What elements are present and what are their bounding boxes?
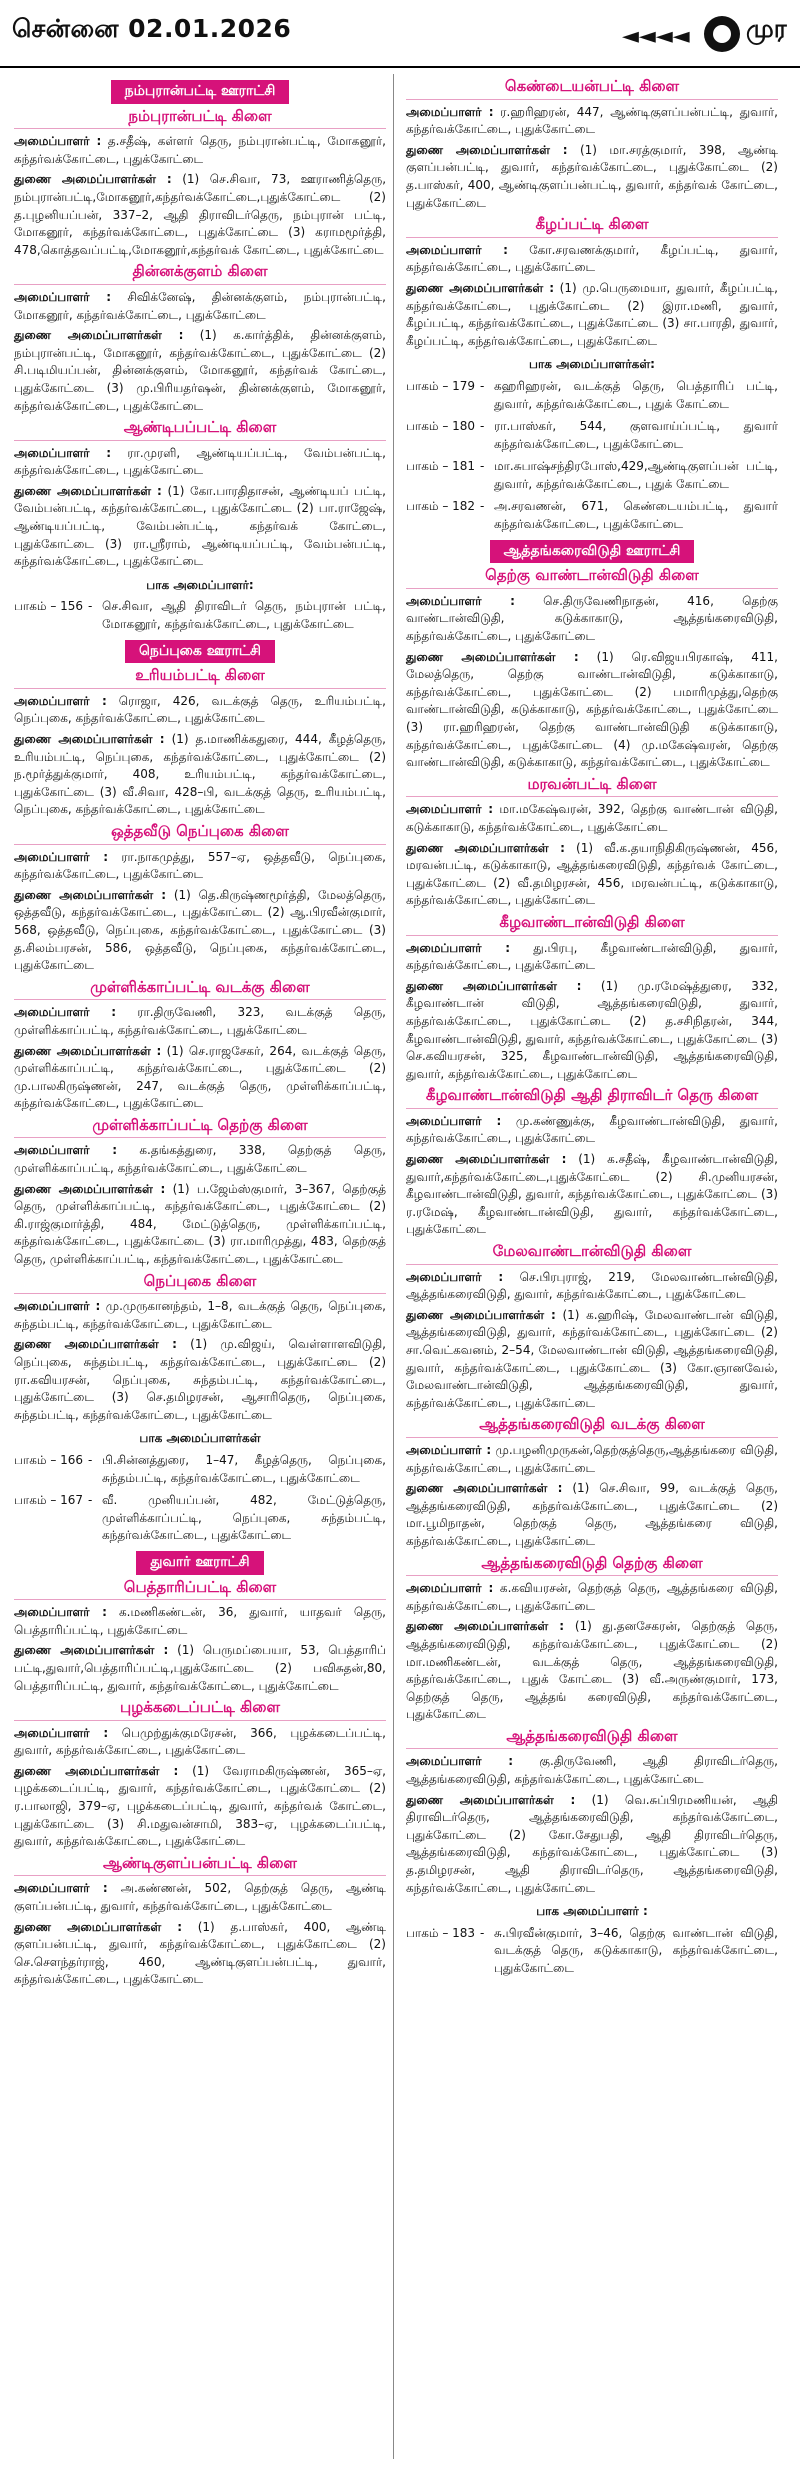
officer-details: (1) செ.சிவா, 99, வடக்குத் தெரு, ஆத்தங்கரைவிடுதி, கந்தர்வக்கோட்டை, புதுக்கோட்டை (2) மா.பூமிநாதன், தெற்குத் தெரு, ஆத்தங்கரை விடுதி, கந்தர்வக்கோட்டை, புதுக்கோட்டை (406, 1481, 778, 1548)
branch-heading: உரியம்பட்டி கிளை (135, 666, 265, 685)
officer-details: கு.திருவேணி, ஆதி திராவிடர்தெரு, ஆத்தங்கரைவிடுதி, கந்தர்வக்கோட்டை, புதுக்கோட்டை (406, 1754, 778, 1787)
officer-details: (1) செ.சிவா, 73, ஊராணித்தெரு, நம்புரான்பட்டி,மோகனூர்,கந்தர்வக்கோட்டை,புதுக்கோட்டை (2) த.புழனியப்பன், 337–2, ஆதி திராவிடர்தெரு, நம்புரான் பட்டி, மோகனூர், கந்தர்வக்கோட்டை, புதுக்கோட்டை (3) கராமமூர்த்தி, 478,கொத்தவப்பட்டி,மோகனூர்,கந்தர்வக் கோட்டை, புதுக்கோட்டை (14, 172, 387, 257)
officer-entry (406, 1442, 778, 1477)
ward-row (406, 418, 778, 453)
officer-entry (14, 171, 386, 259)
officer-entry (14, 1642, 386, 1695)
officer-details: செ.திருவேணிநாதன், 416, தெற்கு வாண்டான்விடுதி, கடுக்காகாடு, ஆத்தங்கரைவிடுதி, கந்தர்வக்கோட்டை, புதுக்கோட்டை (406, 593, 778, 644)
officer-details: (1) பெருமப்பையா, 53, பெத்தாரிப் பட்டி,துவார்,பெத்தாரிப்பட்டி,புதுக்கோட்டை (2) பவிசுதன்,80, பெத்தாரிப்பட்டி, துவார், கந்தர்வக்கோட்டை, புதுக்கோட்டை (14, 1643, 387, 1693)
role-label: அமைப்பாளர் : (406, 1581, 494, 1596)
left-column (14, 74, 386, 1992)
branch-heading: தெற்கு வாண்டான்விடுதி கிளை (485, 566, 699, 585)
ward-organiser: கஹரிஹரன், வடக்குத் தெரு, பெத்தாரிப் பட்டி, துவார், கந்தர்வக்கோட்டை, புதுக் கோட்டை (494, 378, 778, 411)
branch-heading: ஆத்தங்கரைவிடுதி கிளை (506, 1726, 678, 1745)
role-label: அமைப்பாளர் : (14, 1725, 109, 1740)
ward-organiser: சு.பிரவீன்குமார், 3–46, தெற்கு வாண்டான் விடுதி, வடக்குத் தெரு, கடுக்காகாடு, கந்தர்வக்கோட்டை, புதுக்கோட்டை (494, 1925, 778, 1975)
officer-entry (406, 142, 778, 212)
heading-rule (406, 237, 778, 238)
officer-details: (1) மு.விஜய், வெள்ளாளவிடுதி, நெப்புகை, சுந்தம்பட்டி, கந்தர்வக்கோட்டை, புதுக்கோட்டை (2) ரா.கவியரசன், நெப்புகை, சுந்தம்பட்டி, கந்தர்வக்கோட்டை, புதுக்கோட்டை (3) செ.தமிழரசன், ஆசாரிதெரு, நெப்புகை, சுந்தம்பட்டி, கந்தர்வக்கோட்டை, புதுக்கோட்டை (14, 1337, 386, 1422)
role-label: அமைப்பாளர் : (14, 1881, 108, 1896)
role-label: துணை அமைப்பாளர்கள் : (406, 649, 579, 664)
panchayat-banner: நம்புரான்பட்டி ஊராட்சி (111, 80, 290, 104)
officer-details: க.கவியரசன், தெற்குத் தெரு, ஆத்தங்கரை விடுதி, கந்தர்வக்கோட்டை, புதுக்கோட்டை (406, 1581, 778, 1613)
branch-heading: தின்னக்குளம் கிளை (132, 262, 268, 281)
officer-entry (14, 289, 386, 324)
officer-entry (406, 801, 778, 836)
ward-number: பாகம் – 166 (14, 1452, 84, 1467)
officer-details: ரொஜா, 426, வடக்குத் தெரு, உரியம்பட்டி, நெப்புகை, கந்தர்வக்கோட்டை, புதுக்கோட்டை (14, 693, 386, 726)
ward-number: பாகம் – 179 (406, 378, 476, 393)
officer-entry (14, 1142, 386, 1177)
separator: - (480, 1925, 485, 1940)
ward-number: பாகம் – 182 (406, 499, 476, 514)
heading-rule (14, 440, 386, 441)
section-subheading: பாக அமைப்பாளர் : (536, 1904, 648, 1919)
heading-rule (406, 99, 778, 100)
heading-rule (406, 1748, 778, 1749)
branch-heading: நம்புரான்பட்டி கிளை (128, 106, 272, 125)
officer-entry (406, 1269, 778, 1304)
role-label: துணை அமைப்பாளர்கள் : (14, 732, 165, 746)
separator: - (88, 599, 93, 614)
officer-details: (1) வேராமகிருஷ்ணன், 365–ஏ, புழக்கடைப்பட்டி, துவார், கந்தர்வக்கோட்டை, புதுக்கோட்டை (2) ர.பாலாஜி, 379–ஏ, புழக்கடைப்பட்டி, துவார், கந்தர்வக் கோட்டை, புதுக்கோட்டை (3) சி.மதுவன்சாமி, 383–ஏ, புழக்கடைப்பட்டி, துவார், கந்தர்வக்கோட்டை, புதுக்கோட்டை (14, 1763, 386, 1849)
officer-details: (1) வெ.சுப்பிரமணியன், ஆதி திராவிடர்தெரு, ஆத்தங்கரைவிடுதி, கந்தர்வக்கோட்டை, புதுக்கோட்டை (2) கோ.சேதுபதி, ஆதி திராவிடர்தெரு, ஆத்தங்கரைவிடுதி, கந்தர்வக்கோட்டை, புதுக்கோட்டை (3) த.தமிழரசன், ஆதி திராவிடர்தெரு, ஆத்தங்கரைவிடுதி, கந்தர்வக்கோட்டை, புதுக்கோட்டை (406, 1792, 778, 1895)
officer-entry (14, 1336, 386, 1424)
officer-entry (406, 649, 778, 772)
officer-details: க.தங்கத்துரை, 338, தெற்குத் தெரு, முள்ளிக்காப்பட்டி, கந்தர்வக்கோட்டை, புதுக்கோட்டை (14, 1143, 386, 1176)
officer-entry (14, 1298, 386, 1333)
officer-entry (14, 1763, 386, 1851)
section-subheading: பாக அமைப்பாளர்: (146, 577, 254, 592)
ward-row (406, 498, 778, 533)
role-label: அமைப்பாளர் : (406, 104, 494, 119)
officer-entry (14, 1880, 386, 1915)
officer-details: (1) ப.ஜேம்ஸ்குமார், 3–367, தெற்குத் தெரு, முள்ளிக்காப்பட்டி, கந்தர்வக்கோட்டை, புதுக்கோட்டை (2) கி.ராஜ்குமார்த்தி, 484, மேட்டுத்தெரு, முள்ளிக்காப்பட்டி, கந்தர்வக்கோட்டை, புதுக்கோட்டை (3) ரா.மாரிமுத்து, 483, தெற்குத் தெரு, முள்ளிக்காப்பட்டி, கந்தர்வக்கோட்டை, புதுக்கோட்டை (14, 1181, 387, 1267)
ward-row (406, 458, 778, 493)
role-label: துணை அமைப்பாளர்கள் : (406, 1792, 576, 1807)
right-column (406, 74, 778, 1983)
officer-entry (406, 1480, 778, 1550)
branch-heading: ஆண்டிகுளப்பன்பட்டி கிளை (103, 1853, 297, 1872)
role-label: அமைப்பாளர் : (14, 849, 109, 864)
separator: - (480, 499, 485, 514)
ward-organiser: ரா.பாஸ்கர், 544, குளவாய்ப்பட்டி, துவார் கந்தர்வக்கோட்டை, புதுக்கோட்டை (494, 419, 778, 451)
panchayat-banner: துவார் ஊராட்சி (136, 1551, 263, 1575)
officer-details: (1) க.ஹரிஷ், மேலவாண்டான் விடுதி, ஆத்தங்கரைவிடுதி, துவார், கந்தர்வக்கோட்டை, புதுக்கோட்டை (2) சா.வெட்கவனம், 2–54, மேலவாண்டான் விடுதி, ஆத்தங்கரைவிடுதி, துவார், கந்தர்வக்கோட்டை, புதுக்கோட்டை (3) கோ.ஞானவேல், மேலவாண்டான்விடுதி, ஆத்தங்கரைவிடுதி, துவார், கந்தர்வக்கோட்டை, புதுக்கோட்டை (406, 1307, 778, 1410)
officer-entry (406, 280, 778, 350)
separator: - (480, 419, 485, 434)
section-subheading: பாக அமைப்பாளர்கள் (139, 1431, 261, 1446)
officer-entry (406, 978, 778, 1084)
role-label: அமைப்பாளர் : (14, 1005, 117, 1020)
heading-rule (14, 844, 386, 845)
branch-heading: ஆத்தங்கரைவிடுதி வடக்கு கிளை (479, 1415, 705, 1434)
role-label: அமைப்பாளர் : (14, 1605, 107, 1620)
branch-heading: புழக்கடைப்பட்டி கிளை (120, 1698, 280, 1717)
officer-entry (406, 940, 778, 975)
officer-details: (1) தெ.கிருஷ்ணமூர்த்தி, மேலத்தெரு, ஒத்தவீடு, கந்தர்வக்கோட்டை, புதுக்கோட்டை (2) ஆ.பிரவீன்குமார், 568, ஒத்தவீடு, நெப்புகை, கந்தர்வக்கோட்டை, புதுக்கோட்டை (3) த.சிலம்பரசன், 586, ஒத்தவீடு, நெப்புகை, கந்தர்வக்கோட்டை, புதுக்கோட்டை (14, 887, 386, 973)
heading-rule (406, 588, 778, 589)
role-label: துணை அமைப்பாளர்கள் : (406, 1307, 556, 1322)
officer-entry (14, 1181, 386, 1269)
ward-row (14, 598, 386, 633)
officer-details: சிவிக்னேஷ், தின்னக்குளம், நம்புரான்பட்டி, மோகனூர், கந்தர்வக்கோட்டை, புதுக்கோட்டை (14, 289, 386, 322)
role-label: துணை அமைப்பாளர்கள் : (14, 1919, 183, 1934)
ward-number: பாகம் – 181 (406, 459, 476, 474)
masthead (0, 0, 800, 68)
heading-rule (14, 1720, 386, 1721)
officer-entry (14, 327, 386, 415)
officer-details: (1) வீ.க.தயாநிதிகிருஷ்ணன், 456, மரவன்பட்டி, கடுக்காகாடு, ஆத்தங்கரைவிடுதி, கந்தர்வக் கோட்டை, புதுக்கோட்டை (2) வீ.தமிழரசன், 456, மரவன்பட்டி, கடுக்காகாடு, கந்தர்வக்கோட்டை, புதுக்கோட்டை (406, 840, 779, 908)
officer-details: க.மணிகண்டன், 36, துவார், யாதவர் தெரு, பெத்தாரிப்பட்டி, புதுக்கோட்டை (14, 1605, 386, 1637)
ward-organiser: அ.சரவணன், 671, கெண்டையம்பட்டி, துவார் கந்தர்வக்கோட்டை, புதுக்கோட்டை (494, 499, 778, 532)
role-label: துணை அமைப்பாளர்கள் : (14, 887, 167, 902)
officer-details: ர.ஹரிஹரன், 447, ஆண்டிகுளப்பன்பட்டி, துவார், கந்தர்வக்கோட்டை, புதுக்கோட்டை (406, 104, 778, 137)
officer-entry (14, 1043, 386, 1113)
officer-entry (14, 693, 386, 728)
role-label: துணை அமைப்பாளர்கள் : (14, 1043, 162, 1058)
branch-heading: முள்ளிக்காப்பட்டி தெற்கு கிளை (92, 1115, 308, 1134)
heading-rule (14, 1293, 386, 1294)
role-label: துணை அமைப்பாளர்கள் : (406, 142, 568, 157)
role-label: அமைப்பாளர் : (406, 1754, 514, 1769)
ward-number: பாகம் – 156 (14, 599, 84, 614)
officer-entry (406, 1792, 778, 1898)
heading-rule (14, 999, 386, 1000)
heading-rule (406, 935, 778, 936)
branch-heading: கீழவாண்டான்விடுதி கிளை (499, 912, 685, 931)
role-label: அமைப்பாளர் : (14, 693, 107, 708)
officer-details: (1) செ.ராஜசேகர், 264, வடக்குத் தெரு, முள்ளிக்காப்பட்டி, கந்தர்வக்கோட்டை, புதுக்கோட்டை (2) மு.பாலகிருஷ்ணன், 247, வடக்குத் தெரு, முள்ளிக்காப்பட்டி, கந்தர்வக்கோட்டை, புதுக்கோட்டை (14, 1043, 387, 1111)
role-label: அமைப்பாளர் : (406, 1269, 504, 1284)
officer-entry (406, 1307, 778, 1413)
separator: - (480, 378, 485, 393)
heading-rule (406, 796, 778, 797)
officer-details: மு.கண்ணுக்கு, கீழவாண்டான்விடுதி, துவார், கந்தர்வக்கோட்டை, புதுக்கோட்டை (406, 1113, 778, 1146)
officer-entry (14, 1004, 386, 1039)
officer-details: த.சதீஷ், கள்ளர் தெரு, நம்புரான்பட்டி, மோகனூர், கந்தர்வக்கோட்டை, புதுக்கோட்டை (14, 134, 386, 166)
branch-heading: நெப்புகை கிளை (143, 1271, 257, 1290)
ward-row (406, 1925, 778, 1978)
role-label: அமைப்பாளர் : (406, 1113, 502, 1128)
officer-details: ரா.முரளி, ஆண்டியப்பட்டி, வேம்பன்பட்டி, கந்தர்வக்கோட்டை, புதுக்கோட்டை (14, 445, 386, 478)
officer-details: து.பிரபு, கீழவாண்டான்விடுதி, துவார், கந்தர்வக்கோட்டை, புதுக்கோட்டை (406, 940, 778, 973)
panchayat-banner: நெப்புகை ஊராட்சி (125, 640, 275, 664)
officer-entry (406, 1618, 778, 1724)
officer-details: (1) மு.பெருமையா, துவார், கீழப்பட்டி, கந்தர்வக்கோட்டை, புதுக்கோட்டை (2) இரா.மணி, துவார், கீழப்பட்டி, கந்தர்வக்கோட்டை, புதுக்கோட்டை (3) சா.பாரதி, துவார், கீழப்பட்டி, கந்தர்வக்கோட்டை, புதுக்கோட்டை (406, 280, 778, 348)
role-label: துணை அமைப்பாளர்கள் : (406, 840, 565, 855)
heading-rule (406, 1437, 778, 1438)
officer-details: மு.பழனிமுருகன்,தெற்குத்தெரு,ஆத்தங்கரை விடுதி, கந்தர்வக்கோட்டை, புதுக்கோட்டை (406, 1442, 778, 1475)
role-label: அமைப்பாளர் : (406, 940, 511, 955)
role-label: துணை அமைப்பாளர்கள் : (14, 1181, 166, 1196)
heading-rule (14, 284, 386, 285)
officer-entry (406, 1753, 778, 1788)
heading-rule (406, 1108, 778, 1109)
section-subheading: பாக அமைப்பாளர்கள்: (529, 357, 655, 372)
officer-entry (14, 133, 386, 168)
officer-entry (406, 840, 778, 910)
ward-row (14, 1452, 386, 1487)
officer-entry (14, 1725, 386, 1760)
branch-heading: கீழப்பட்டி கிளை (535, 215, 649, 234)
officer-entry (406, 1580, 778, 1615)
officer-details: மு.முருகானந்தம், 1–8, வடக்குத் தெரு, நெப்புகை, சுந்தம்பட்டி, கந்தர்வக்கோட்டை, புதுக்கோட்டை (14, 1299, 386, 1331)
branch-heading: மேலவாண்டான்விடுதி கிளை (492, 1242, 692, 1261)
heading-rule (14, 1599, 386, 1600)
branch-heading: ஒத்தவீடு நெப்புகை கிளை (111, 821, 289, 840)
role-label: அமைப்பாளர் : (14, 445, 112, 460)
role-label: துணை அமைப்பாளர்கள் : (14, 1763, 179, 1778)
role-label: துணை அமைப்பாளர்கள் : (14, 328, 184, 343)
branch-heading: கீழவாண்டான்விடுதி ஆதி திராவிடர் தெரு கிளை (425, 1086, 759, 1105)
officer-entry (406, 242, 778, 277)
role-label: அமைப்பாளர் : (406, 593, 515, 608)
officer-entry (14, 887, 386, 975)
city-date: சென்னை 02.01.2026 (12, 14, 292, 43)
officer-details: கோ.சரவணக்குமார், கீழப்பட்டி, துவார், கந்தர்வக்கோட்டை, புதுக்கோட்டை (406, 242, 778, 275)
officer-entry (406, 593, 778, 646)
officer-details: (1) மா.சரத்குமார், 398, ஆண்டி குளப்பன்பட்டி, துவார், கந்தர்வக்கோட்டை, புதுக்கோட்டை (2) த.பாஸ்கர், 400, ஆண்டிகுளப்பன்பட்டி, துவார், கந்தர்வக் கோட்டை, புதுக்கோட்டை (406, 142, 778, 210)
officer-details: ரா.நாகமுத்து, 557–ஏ, ஒத்தவீடு, நெப்புகை, கந்தர்வக்கோட்டை, புதுக்கோட்டை (14, 849, 386, 882)
officer-entry (14, 445, 386, 480)
officer-entry (14, 849, 386, 884)
ward-organiser: பி.சின்னத்துரை, 1–47, கீழத்தெரு, நெப்புகை, சுந்தம்பட்டி, கந்தர்வக்கோட்டை, புதுக்கோட்டை (102, 1452, 386, 1485)
officer-entry (14, 1604, 386, 1639)
branch-heading: ஆண்டிபப்பட்டி கிளை (123, 418, 277, 437)
officer-details: (1) ரெ.விஜயபிரகாஷ், 411, மேலத்தெரு, தெற்கு வாண்டான்விடுதி, கடுக்காகாடு, கந்தர்வக்கோட்டை, புதுக்கோட்டை (2) பமாரிமுத்து,தெற்கு வாண்டான்விடுதி, கடுக்காகாடு, கந்தர்வக்கோட்டை, புதுக்கோட்டை (3) ரா.ஹரிஹரன், தெற்கு வாண்டான்விடுதி கடுக்காகாடு, கந்தர்வக்கோட்டை, புதுக்கோட்டை (4) மு.மகேஷ்வரன், தெற்கு வாண்டான்விடுதி, கடுக்காகாடு, கந்தர்வக்கோட்டை, புதுக்கோட்டை (406, 649, 778, 770)
heading-rule (14, 128, 386, 129)
separator: - (88, 1452, 93, 1467)
heading-rule (14, 1137, 386, 1138)
role-label: துணை அமைப்பாளர்கள் : (14, 1643, 169, 1658)
branch-heading: பெத்தாரிப்பட்டி கிளை (123, 1577, 277, 1596)
panchayat-banner: ஆத்தங்கரைவிடுதி ஊராட்சி (490, 540, 695, 564)
arrow-decoration: ◄◄◄◄ (622, 24, 690, 49)
officer-details: (1) த.மாணிக்கதுரை, 444, கீழத்தெரு, உரியம்பட்டி, நெப்புகை, கந்தர்வக்கோட்டை, புதுக்கோட்டை (2) ந.மூர்த்துக்குமார், 408, உரியம்பட்டி, கந்தர்வக்கோட்டை, புதுக்கோட்டை (3) வீ.சிவா, 428–பி, வடக்குத் தெரு, உரியம்பட்டி, நெப்புகை, கந்தர்வக்கோட்டை, புதுக்கோட்டை (14, 732, 386, 817)
elephant-logo-icon (704, 16, 740, 52)
officer-details: அ.கண்ணன், 502, தெற்குத் தெரு, ஆண்டி குளப்பன்பட்டி, துவார், கந்தர்வக்கோட்டை, புதுக்கோட்டை (14, 1881, 386, 1914)
heading-rule (406, 1575, 778, 1576)
officer-entry (406, 104, 778, 139)
ward-row (14, 1492, 386, 1545)
role-label: அமைப்பாளர் : (14, 1299, 101, 1314)
heading-rule (406, 1264, 778, 1265)
role-label: துணை அமைப்பாளர்கள் : (14, 1337, 177, 1352)
ward-organiser: வீ. முனியப்பன், 482, மேட்டுத்தெரு, முள்ளிக்காப்பட்டி, நெப்புகை, சுந்தம்பட்டி, கந்தர்வக்கோட்டை, புதுக்கோட்டை (102, 1493, 386, 1543)
role-label: அமைப்பாளர் : (14, 289, 112, 304)
ward-number: பாகம் – 180 (406, 419, 476, 434)
officer-details: ரா.திருவேணி, 323, வடக்குத் தெரு, முள்ளிக்காப்பட்டி, கந்தர்வக்கோட்டை, புதுக்கோட்டை (14, 1005, 386, 1037)
officer-entry (14, 1919, 386, 1989)
officer-details: மா.மகேஷ்வரன், 392, தெற்கு வாண்டான் விடுதி, கடுக்காகாடு, கந்தர்வக்கோட்டை, புதுக்கோட்டை (406, 802, 778, 834)
ward-number: பாகம் – 167 (14, 1493, 84, 1508)
ward-number: பாகம் – 183 (406, 1925, 476, 1940)
officer-entry (14, 731, 386, 819)
role-label: அமைப்பாளர் : (406, 802, 494, 817)
officer-details: (1) மு.ரமேஷ்த்துரை, 332, கீழவாண்டான் விடுதி, ஆத்தங்கரைவிடுதி, துவார், கந்தர்வக்கோட்டை, புதுக்கோட்டை (2) த.சசிநிதரன், 344, கீழவாண்டான்விடுதி, துவார், கந்தர்வக்கோட்டை, புதுக்கோட்டை (3) செ.கவியரசன், 325, கீழவாண்டான்விடுதி, ஆத்தங்கரைவிடுதி, துவார், கந்தர்வக்கோட்டை, புதுக்கோட்டை (406, 978, 778, 1081)
role-label: துணை அமைப்பாளர்கள் : (406, 1619, 565, 1634)
paper-name: முர (746, 14, 787, 43)
branch-heading: முள்ளிக்காப்பட்டி வடக்கு கிளை (90, 977, 310, 996)
role-label: அமைப்பாளர் : (406, 1442, 492, 1457)
role-label: துணை அமைப்பாளர்கள் : (14, 172, 172, 187)
role-label: அமைப்பாளர் : (14, 134, 102, 149)
ward-row (406, 378, 778, 413)
officer-entry (14, 483, 386, 571)
heading-rule (14, 1875, 386, 1876)
officer-entry (406, 1113, 778, 1148)
branch-heading: கெண்டையன்பட்டி கிளை (504, 77, 680, 95)
role-label: துணை அமைப்பாளர்கள் : (406, 1481, 563, 1496)
role-label: துணை அமைப்பாளர்கள் : (406, 978, 582, 993)
role-label: அமைப்பாளர் : (14, 1143, 118, 1158)
officer-details: (1) து.தனசேகரன், தெற்குத் தெரு, ஆத்தங்கரைவிடுதி, கந்தர்வக்கோட்டை, புதுக்கோட்டை (2) மா.மணிகண்டன், வடக்குத் தெரு, ஆத்தங்கரைவிடுதி, கந்தர்வக்கோட்டை, புதுக் கோட்டை (3) வீ.அருண்குமார், 173, தெற்குத் தெரு, ஆத்தங் கரைவிடுதி, கந்தர்வக்கோட்டை, புதுக்கோட்டை (406, 1619, 778, 1722)
ward-organiser: மா.சுபாஷ்சந்திரபோஸ்,429,ஆண்டிகுளப்பன் பட்டி, துவார், கந்தர்வக்கோட்டை, புதுக் கோட்டை (494, 459, 778, 491)
ward-organiser: செ.சிவா, ஆதி திராவிடர் தெரு, நம்புரான் பட்டி, மோகனூர், கந்தர்வக்கோட்டை, புதுக்கோட்டை (102, 599, 386, 632)
separator: - (88, 1493, 93, 1508)
branch-heading: மரவன்பட்டி கிளை (527, 774, 657, 793)
role-label: அமைப்பாளர் : (406, 242, 508, 257)
officer-details: செ.பிரபுராஜ், 219, மேலவாண்டான்விடுதி, ஆத்தங்கரைவிடுதி, துவார், கந்தர்வக்கோட்டை, புதுக்கோட்டை (406, 1269, 778, 1302)
heading-rule (14, 688, 386, 689)
role-label: துணை அமைப்பாளர்கள் : (406, 280, 554, 295)
separator: - (480, 459, 485, 474)
officer-details: பெமுற்துக்குமரேசன், 366, புழக்கடைப்பட்டி, துவார், கந்தர்வக்கோட்டை, புதுக்கோட்டை (14, 1725, 386, 1758)
officer-entry (406, 1151, 778, 1239)
officer-details: (1) க.சதீஷ், கீழவாண்டான்விடுதி, துவார்,கந்தர்வக்கோட்டை,புதுக்கோட்டை (2) சி.முனியரசன், கீழவாண்டான்விடுதி, துவார், கந்தர்வக்கோட்டை, புதுக்கோட்டை (3) ர.ரமேஷ், கீழவாண்டான்விடுதி, துவார், கந்தர்வக்கோட்டை, புதுக்கோட்டை (406, 1152, 778, 1237)
role-label: துணை அமைப்பாளர்கள் : (406, 1152, 567, 1167)
officer-details: (1) க.கார்த்திக், தின்னக்குளம், நம்புரான்பட்டி, மோகனூர், கந்தர்வக்கோட்டை, புதுக்கோட்டை (2) சி.படிமியப்பன், தின்னக்குளம், மோகனூர், கந்தர்வக் கோட்டை, புதுக்கோட்டை (3) மு.பிரியதர்ஷன், தின்னக்குளம், மோகனூர், கந்தர்வக்கோட்டை, புதுக்கோட்டை (14, 328, 386, 413)
role-label: துணை அமைப்பாளர்கள் : (14, 483, 162, 498)
officer-details: (1) கோ.பாரதிதாசன், ஆண்டியப் பட்டி, வேம்பன்பட்டி, கந்தர்வக்கோட்டை, புதுக்கோட்டை (2) பா.ராஜேஷ், ஆண்டியப்பட்டி, வேம்பன்பட்டி, கந்தர்வக் கோட்டை, புதுக்கோட்டை (3) ரா.ஸ்ரீராம், ஆண்டியப்பட்டி, வேம்பன்பட்டி, கந்தர்வக்கோட்டை, புதுக்கோட்டை (14, 483, 386, 569)
column-divider (393, 74, 394, 2459)
officer-details: (1) த.பாஸ்கர், 400, ஆண்டி குளப்பன்பட்டி, துவார், கந்தர்வக்கோட்டை, புதுக்கோட்டை (2) செ.சௌந்தர்ராஜ், 460, ஆண்டிகுளப்பன்பட்டி, துவார், கந்தர்வக்கோட்டை, புதுக்கோட்டை (14, 1919, 387, 1987)
branch-heading: ஆத்தங்கரைவிடுதி தெற்கு கிளை (481, 1553, 703, 1572)
